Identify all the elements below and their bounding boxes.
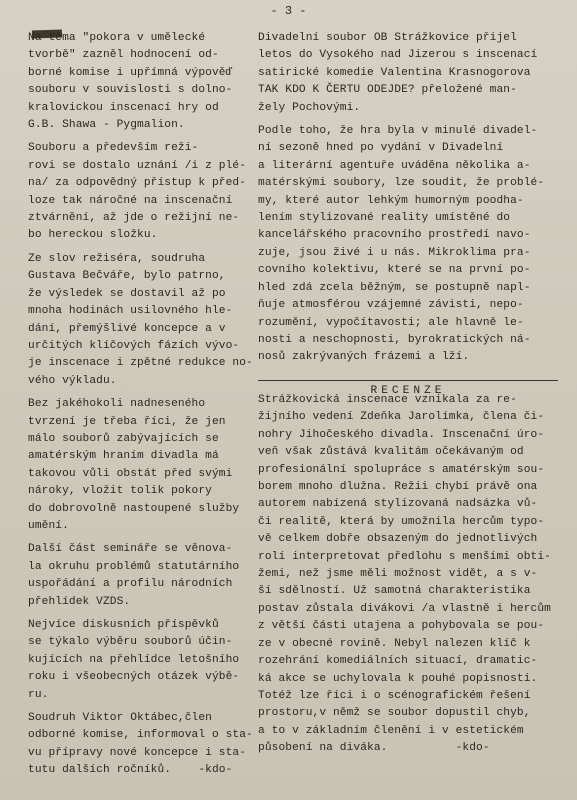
paragraph: Strážkovická inscenace vznikala za re- žijního vedení Zdeňka Jarolímka, člena či- nohry Jihočeského divadla. Inscenační úro- veň však zůstává kvalitám očekávaným od profesionální spolupráce s amatérským sou- borem mnoho dlužna. Režii chybí právě ona autorem nabízená stylizovaná nadsázka vů- či realitě, která by umožnila hercům typo- vě celkem dobře obsazeným do jednotlivých rolí interpretovat předlohu s menšími obti- žemi, než jsme měli možnost vidět, a s v- ší sdělností. Už samotná charakteristika postav zůstala divákovi /a vlastně i hercům z větší části utajena a pohybovala se pou- ze v obecné rovině. Nebyl nalezen klíč k rozehrání komediálních situací, dramatic- ká akce se uchylovala k pouhé popisnosti. Totéž lze říci i o scénografickém řešení prostoru,v němž se soubor dopustil chyb, a to v základním členění i v estetickém působení na diváka. -kdo-: [258, 394, 551, 755]
section-heading: RECENZE: [370, 385, 446, 397]
paragraph: Bez jakéhokoli nadneseného tvrzení je třeba říci, že jen málo souborů zabývajících se amatérským hraním divadla má takovou vůli obstát před svými nároky, vložit tolik pokory do dobrovolně nastoupené služby umění.: [28, 398, 240, 532]
paragraph: Podle toho, že hra byla v minulé divadel- ní sezoně hned po vydání v Divadelní a literární agentuře uváděna několika a- matérskými soubory, lze soudit, že problé- my, které autor lehkým humorným poodha- lením stylizované reality umístěné do kancelářského pracovního prostředí navo- zuje, jsou živé i u nás. Mikroklima pra- covního kolektivu, které se na první po- hled zdá zcela běžným, se postupně napl- ňuje atmosférou vzájemné závisti, nepo- rozumění, vypočítavosti; ale hlavně le- nosti a neschopnosti, byrokratických ná- nosů zakrývaných frázemi a lží.: [258, 125, 545, 364]
paragraph: Nejvíce diskusních příspěvků se týkalo výběru souborů účin- kujících na přehlídce letošního roku i všeobecných otázek výbě- ru.: [28, 619, 240, 701]
paragraph: Soudruh Viktor Oktábec,člen odborné komise, informoval o sta- vu přípravy nové koncepce i sta- tutu dalších ročníků. -kdo-: [28, 712, 253, 777]
paragraph: Na téma "pokora v umělecké tvorbě" zazněl hodnocení od- borné komise i upřímná výpověď souboru v souvislosti s dolno- kralovickou inscenací hry od G.B. Shawa - Pygmalion.: [28, 32, 233, 132]
review-column: [258, 392, 570, 764]
paragraph: Souboru a především reži- rovi se dostalo uznání /i z plé- na/ za odpovědný přístup k před- loze tak náročné na inscenační ztvárnění, až jde o režijní ne- bo hereckou složku.: [28, 142, 247, 242]
paragraph: Ze slov režiséra, soudruha Gustava Bečváře, bylo patrno, že výsledek se dostavil až po mnoha hodinách usilovného hle- dání, přemýšlivé koncepce a v určitých klíčových fázích vývo- je inscenace i zpětné redukce no- vého výkladu.: [28, 252, 253, 387]
paragraph: Divadelní soubor OB Strážkovice přijel letos do Vysokého nad Jizerou s inscenací satirické komedie Valentina Krasnogorova TAK KDO K ČERTU ODEJDE? přeložené man- žely Pochovými.: [258, 32, 538, 114]
paragraph: Další část semináře se věnova- la okruhu problémů statutárního uspořádání a profilu národních přehlídek VZDS.: [28, 543, 240, 608]
page-number: - 3 -: [270, 4, 307, 18]
section-divider: [258, 380, 558, 381]
right-column-top: [258, 30, 570, 373]
left-column: [28, 30, 274, 786]
